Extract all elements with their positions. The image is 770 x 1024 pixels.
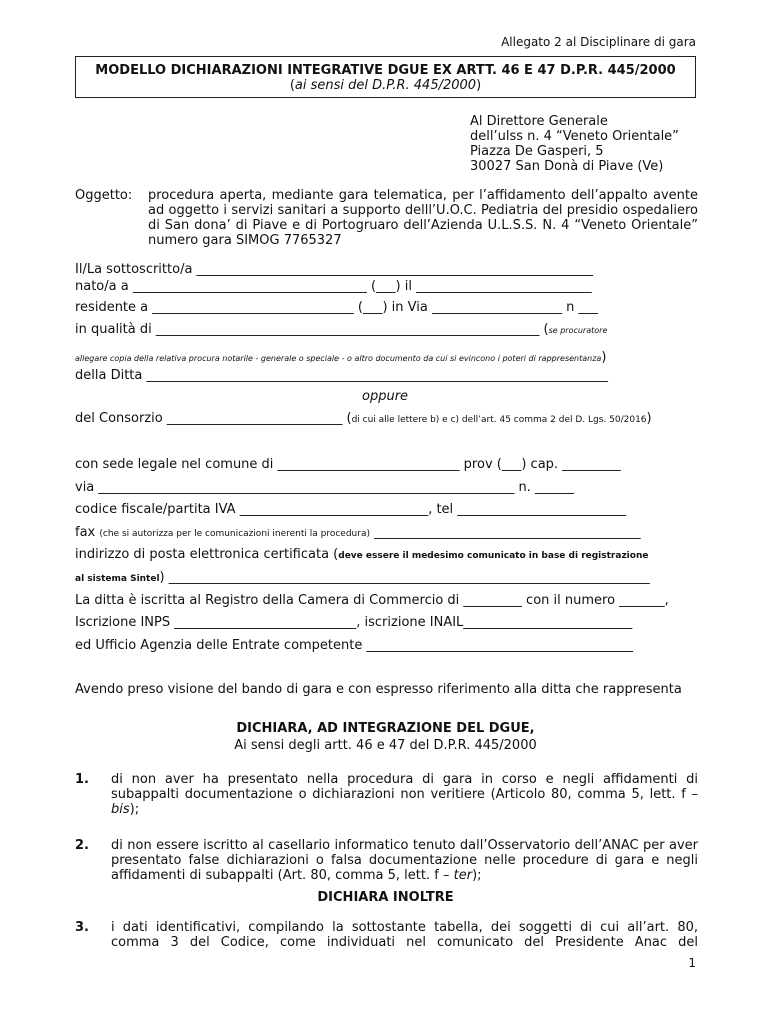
item-number: 1. (75, 772, 89, 787)
oppure-label: oppure (362, 389, 409, 404)
item-number: 2. (75, 838, 89, 853)
chamber-field: La ditta è iscritta al Registro della Camera di Commercio di _________ con il numero _______, (75, 593, 669, 608)
subject-text: procedura aperta, mediante gara telematica, per l’affidamento dell’appalto avente ad oggetto i servizi sanitari a supporto delll’U.O.C. Pediatria del presidio ospedaliero di San dona’ di Piave e di Portogruaro dell’Azienda U.L.S.S. N. 4 “Veneto Orientale” numero gara SIMOG 7765327 (148, 188, 698, 248)
also-declares-heading: DICHIARA INOLTRE (317, 890, 454, 905)
page-number: 1 (688, 956, 696, 970)
pec-field: indirizzo di posta elettronica certificata (deve essere il medesimo comunicato in base di registrazione (75, 547, 649, 562)
subject-label: Oggetto: (75, 188, 133, 203)
capacity-field: in qualità di ___________________________________________________________ (se procuratore (75, 322, 608, 337)
undersigned-field: Il/La sottoscritto/a _____________________________________________________________ (75, 262, 594, 277)
declaration-item-3: i dati identificativi, compilando la sottostante tabella, dei soggetti di cui all’art. 80, comma 3 del Codice, come individuati nel comunicato del Presidente Anac del (111, 920, 698, 950)
fax-field: fax (che si autorizza per le comunicazioni inerenti la procedura) _________________________________________ (75, 525, 641, 540)
recipient-line: dell’ulss n. 4 “Veneto Orientale” (470, 129, 679, 144)
declares-subheading: Ai sensi degli artt. 46 e 47 del D.P.R. 445/2000 (234, 738, 537, 753)
resident-field: residente a _______________________________ (___) in Via ____________________ n ___ (75, 300, 598, 315)
document-subtitle: (ai sensi del D.P.R. 445/2000) (289, 78, 482, 93)
capacity-note: allegare copia della relativa procura notarile - generale o speciale - o altro documento da cui si evincono i poteri di rappresentanza) (75, 350, 607, 365)
declares-heading: DICHIARA, AD INTEGRAZIONE DEL DGUE, (236, 721, 535, 736)
item-number: 3. (75, 920, 89, 935)
via-field: via ________________________________________________________________ n. ______ (75, 480, 575, 495)
document-title: MODELLO DICHIARAZIONI INTEGRATIVE DGUE EX ARTT. 46 E 47 D.P.R. 445/2000 (95, 63, 676, 78)
declaration-item-1: di non aver ha presentato nella procedura di gara in corso e negli affidamenti di subappalti documentazione o dichiarazioni non veritiere (Articolo 80, comma 5, lett. f – bis); (111, 772, 698, 817)
intro-text: Avendo preso visione del bando di gara e con espresso riferimento alla ditta che rappresenta (75, 682, 682, 697)
consortium-field: del Consorzio ___________________________ (di cui alle lettere b) e c) dell’art. 45 comma 2 del D. Lgs. 50/2016) (75, 411, 652, 426)
recipient-line: 30027 San Donà di Piave (Ve) (470, 159, 664, 174)
declaration-item-2: di non essere iscritto al casellario informatico tenuto dall’Osservatorio dell’ANAC per aver presentato false dichiarazioni o falsa documentazione nelle procedure di gara e negli affidamenti di subappalti (Art. 80, comma 5, lett. f – ter); (111, 838, 698, 883)
pec-field-cont: al sistema Sintel) __________________________________________________________________________ (75, 570, 650, 585)
title-box (75, 56, 696, 98)
seat-field: con sede legale nel comune di ____________________________ prov (___) cap. _________ (75, 457, 621, 472)
fiscal-field: codice fiscale/partita IVA _____________________________, tel __________________________ (75, 502, 627, 517)
recipient-address (470, 114, 679, 174)
recipient-line: Al Direttore Generale (470, 114, 608, 129)
annex-label: Allegato 2 al Disciplinare di gara (501, 35, 696, 49)
company-field: della Ditta _______________________________________________________________________ (75, 368, 608, 383)
revenue-field: ed Ufficio Agenzia delle Entrate competente _________________________________________ (75, 638, 633, 653)
inps-field: Iscrizione INPS ____________________________, iscrizione INAIL__________________________ (75, 615, 633, 630)
born-field: nato/a a ____________________________________ (___) il ___________________________ (75, 279, 592, 294)
recipient-line: Piazza De Gasperi, 5 (470, 144, 604, 159)
